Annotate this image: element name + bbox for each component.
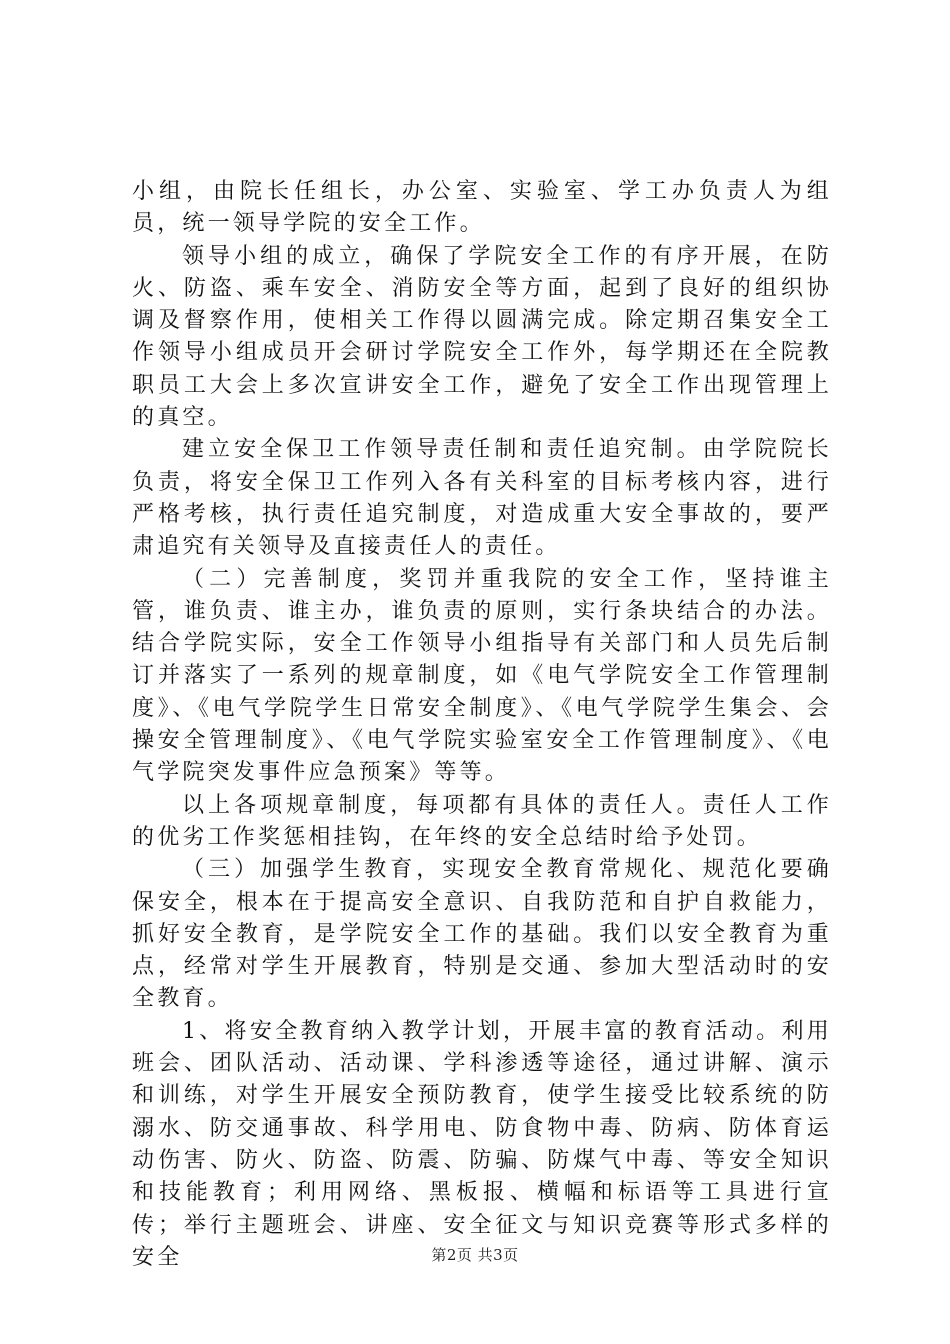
paragraph-7: 1、将安全教育纳入教学计划，开展丰富的教育活动。利用班会、团队活动、活动课、学科渗透等途径，通过讲解、演示和训练，对学生开展安全预防教育，使学生接受比较系统的防溺水、防交通事故、科学用电、防食物中毒、防病、防体育运动伤害、防火、防盗、防震、防骗、防煤气中毒、等安全知识和技能教育；利用网络、黑板报、横幅和标语等工具进行宣传；举行主题班会、讲座、安全征文与知识竞赛等形式多样的安全 <box>132 1018 832 1270</box>
paragraph-2: 领导小组的成立，确保了学院安全工作的有序开展，在防火、防盗、乘车安全、消防安全等方面，起到了良好的组织协调及督察作用，使相关工作得以圆满完成。除定期召集安全工作领导小组成员开会研讨学院安全工作外，每学期还在全院教职员工大会上多次宣讲安全工作，避免了安全工作出现管理上的真空。 <box>132 243 832 431</box>
document-body <box>132 176 832 1274</box>
paragraph-5: 以上各项规章制度，每项都有具体的责任人。责任人工作的优劣工作奖惩相挂钩，在年终的安全总结时给予处罚。 <box>132 792 832 850</box>
page-number-footer: 第2页 共3页 <box>431 1246 519 1264</box>
paragraph-1: 小组，由院长任组长，办公室、实验室、学工办负责人为组员，统一领导学院的安全工作。 <box>132 179 832 237</box>
paragraph-6: （三）加强学生教育，实现安全教育常规化、规范化要确保安全，根本在于提高安全意识、自我防范和自护自救能力，抓好安全教育，是学院安全工作的基础。我们以安全教育为重点，经常对学生开展教育，特别是交通、参加大型活动时的安全教育。 <box>132 857 832 1012</box>
paragraph-3: 建立安全保卫工作领导责任制和责任追究制。由学院院长负责，将安全保卫工作列入各有关科室的目标考核内容，进行严格考核，执行责任追究制度，对造成重大安全事故的，要严肃追究有关领导及直接责任人的责任。 <box>132 437 832 560</box>
paragraph-4: （二）完善制度，奖罚并重我院的安全工作，坚持谁主管，谁负责、谁主办，谁负责的原则，实行条块结合的办法。结合学院实际，安全工作领导小组指导有关部门和人员先后制订并落实了一系列的规章制度，如《电气学院安全工作管理制度》、《电气学院学生日常安全制度》、《电气学院学生集会、会操安全管理制度》、《电气学院实验室安全工作管理制度》、《电气学院突发事件应急预案》等等。 <box>132 566 832 786</box>
